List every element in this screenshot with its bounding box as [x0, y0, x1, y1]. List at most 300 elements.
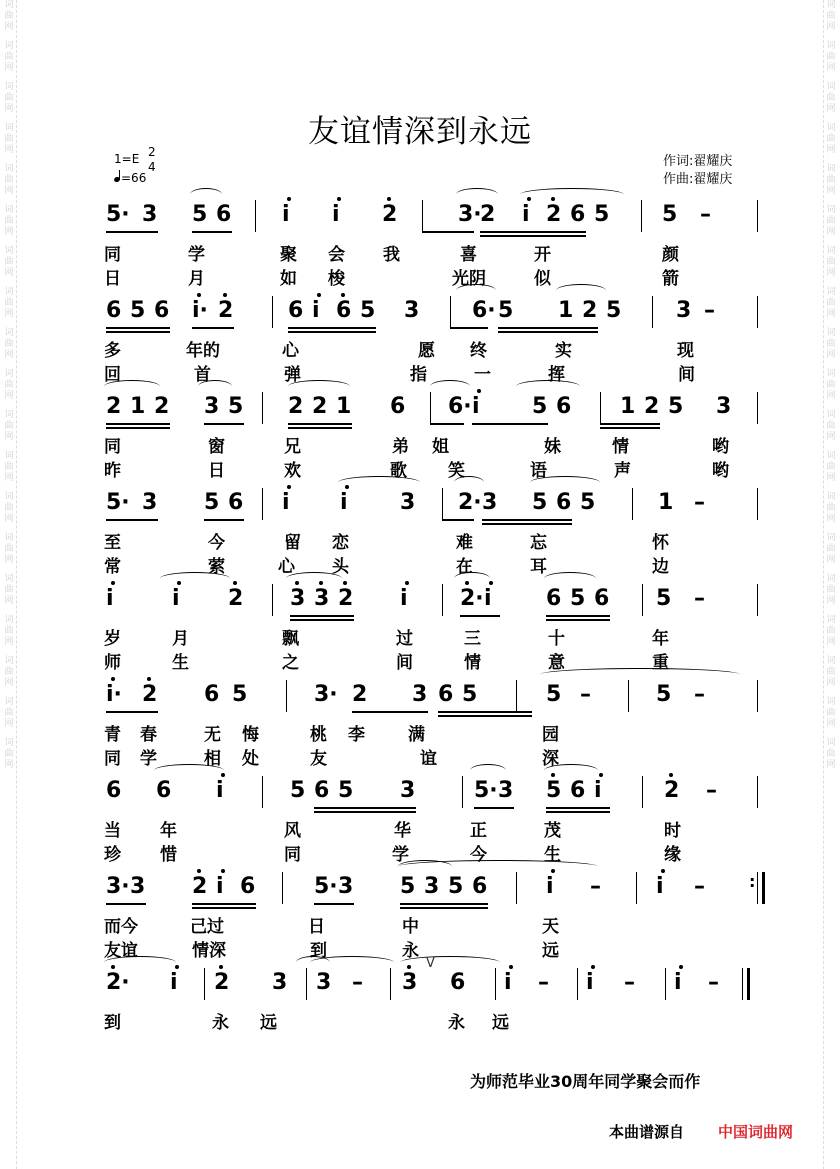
lyric-verse-1: 无 [204, 725, 221, 745]
lyric-verse-2: 首 [194, 365, 211, 385]
beam-underline [106, 331, 170, 333]
watermark-char: 曲 [826, 544, 836, 554]
watermark-char: 网 [4, 432, 14, 442]
lyric-verse-2: 相 [204, 749, 221, 769]
bar-line [636, 872, 637, 904]
watermark-char: 词 [4, 0, 14, 10]
bar-line [262, 392, 263, 424]
lyric-verse-2: 生 [544, 845, 561, 865]
lyric-verse-1: 心 [282, 341, 299, 361]
note: 1 [558, 298, 574, 323]
bar-line [262, 488, 263, 520]
lyric-verse-1: 悔 [242, 725, 259, 745]
watermark-char: 网 [4, 22, 14, 32]
note: 6· [472, 298, 496, 323]
note: 6 [570, 202, 586, 227]
watermark-char: 词 [4, 697, 14, 707]
lyric-verse-1: 实 [555, 341, 572, 361]
slur-arc [154, 764, 224, 777]
tempo-value: =66 [121, 171, 147, 185]
bar-line [577, 968, 578, 1000]
octave-dot [233, 581, 237, 585]
watermark-char: 网 [4, 719, 14, 729]
watermark-char: 曲 [4, 544, 14, 554]
watermark-char: 网 [4, 596, 14, 606]
sustain-dash: – [352, 970, 363, 995]
note: 6 [450, 970, 466, 995]
lyric-verse-1: 难 [456, 533, 473, 553]
bar-line [600, 392, 601, 424]
watermark-char: 词 [826, 82, 836, 92]
lyric-verse-2: 间 [678, 365, 695, 385]
repeat-bar-line [757, 872, 758, 904]
watermark-char: 曲 [826, 585, 836, 595]
lyric-verse-2: 萦 [208, 557, 225, 577]
note: 6 [390, 394, 406, 419]
watermark-char: 词 [4, 656, 14, 666]
slur-arc [540, 668, 740, 681]
beam-underline [546, 615, 610, 617]
lyric-verse-2: 珍 [104, 845, 121, 865]
note: i [522, 202, 530, 227]
beam-underline [106, 231, 158, 233]
beam-underline [192, 907, 256, 909]
lyric-verse-2: 指 [410, 365, 427, 385]
note: 5 [656, 586, 672, 611]
note: i [332, 202, 340, 227]
lyric-verse-1: 中 [402, 917, 419, 937]
lyric-verse-1: 满 [408, 725, 425, 745]
sustain-dash: – [538, 970, 549, 995]
time-signature-denominator: 4 [148, 160, 156, 174]
note: 2 [192, 874, 208, 899]
lyric-verse-2: 情深 [192, 941, 226, 961]
beam-underline [480, 231, 586, 233]
note: 2· [460, 586, 484, 611]
lyric-verse-2: 师 [104, 653, 121, 673]
watermark-char: 网 [826, 719, 836, 729]
note: i· [106, 682, 122, 707]
watermark-char: 词 [4, 492, 14, 502]
note: 3 [716, 394, 732, 419]
note: 5 [204, 490, 220, 515]
note: 5 [570, 586, 586, 611]
watermark-char: 曲 [4, 52, 14, 62]
note: 2 [312, 394, 328, 419]
lyric-verse-2: 挥 [548, 365, 565, 385]
lyric-verse-1: 远 [260, 1013, 277, 1033]
bar-line [430, 392, 431, 424]
note: 6 [204, 682, 220, 707]
bar-line [442, 584, 443, 616]
lyric-verse-2: 同 [104, 749, 121, 769]
score-row [100, 200, 770, 300]
note: i· [192, 298, 208, 323]
credits [663, 153, 732, 189]
note: 3· [106, 874, 130, 899]
sustain-dash: – [694, 490, 705, 515]
lyric-verse-2: 如 [280, 269, 297, 289]
left-watermark-strip [2, 0, 17, 1169]
beam-underline [600, 423, 660, 425]
octave-dot [223, 293, 227, 297]
watermark-char: 词 [4, 451, 14, 461]
quarter-note-icon [113, 170, 121, 182]
note: 5 [400, 874, 416, 899]
sustain-dash: – [580, 682, 591, 707]
composer-credit: 作曲:翟耀庆 [663, 172, 733, 187]
lyric-verse-1: 李 [348, 725, 365, 745]
watermark-char: 词 [826, 656, 836, 666]
note: 5· [474, 778, 498, 803]
octave-dot [111, 581, 115, 585]
lyric-verse-2: 谊 [420, 749, 437, 769]
sustain-dash: – [708, 970, 719, 995]
watermark-char: 曲 [4, 421, 14, 431]
sustain-dash: – [694, 682, 705, 707]
lyric-verse-1: 飘 [282, 629, 299, 649]
watermark-char: 网 [826, 227, 836, 237]
watermark-char: 曲 [826, 626, 836, 636]
lyric-verse-2: 耳 [530, 557, 547, 577]
watermark-char: 曲 [826, 462, 836, 472]
watermark-char: 曲 [826, 175, 836, 185]
octave-dot [509, 965, 513, 969]
beam-underline [106, 423, 170, 425]
note: 2 [214, 970, 230, 995]
watermark-char: 曲 [4, 667, 14, 677]
lyric-verse-1: 兄 [284, 437, 301, 457]
octave-dot [591, 965, 595, 969]
lyric-verse-2: 昨 [104, 461, 121, 481]
beam-underline [438, 715, 532, 717]
note: 3 [498, 778, 514, 803]
note: i [282, 202, 290, 227]
beam-underline [192, 327, 234, 329]
note: i [594, 778, 602, 803]
lyric-verse-2: 情 [464, 653, 481, 673]
lyricist-credit: 作词:翟耀庆 [663, 154, 733, 169]
slur-arc [516, 380, 580, 393]
lyric-verse-1: 远 [492, 1013, 509, 1033]
slur-arc [160, 572, 230, 585]
lyric-verse-1: 同 [104, 437, 121, 457]
note: 5 [546, 778, 562, 803]
note: 1 [130, 394, 146, 419]
note: 2 [480, 202, 496, 227]
watermark-char: 词 [4, 615, 14, 625]
beam-underline [450, 327, 488, 329]
beam-underline [430, 423, 464, 425]
beam-underline [106, 711, 158, 713]
watermark-char: 词 [4, 123, 14, 133]
lyric-verse-1: 至 [104, 533, 121, 553]
note: 2 [352, 682, 368, 707]
lyric-verse-1: 岁 [104, 629, 121, 649]
bar-line [516, 680, 517, 712]
octave-dot [477, 389, 481, 393]
bar-line [757, 776, 758, 808]
watermark-char: 词 [826, 410, 836, 420]
bar-line [641, 200, 642, 232]
beam-underline [314, 903, 354, 905]
note: 6 [216, 202, 232, 227]
note: 5 [532, 394, 548, 419]
note: i [340, 490, 348, 515]
note: 5 [290, 778, 306, 803]
note: 2 [582, 298, 598, 323]
lyric-verse-1: 愿 [418, 341, 435, 361]
bar-line [390, 968, 391, 1000]
dedication-note: 为师范毕业30周年同学聚会而作 [470, 1072, 701, 1091]
bar-line [262, 776, 263, 808]
watermark-char: 词 [826, 451, 836, 461]
note: 6 [570, 778, 586, 803]
watermark-char: 网 [826, 637, 836, 647]
watermark-char: 词 [4, 246, 14, 256]
lyric-verse-1: 妹 [544, 437, 561, 457]
repeat-dots: : [749, 872, 756, 891]
note: 6 [314, 778, 330, 803]
note: 1 [336, 394, 352, 419]
watermark-char: 曲 [4, 749, 14, 759]
lyric-verse-1: 颜 [662, 245, 679, 265]
watermark-char: 网 [826, 145, 836, 155]
note: 2 [154, 394, 170, 419]
slur-arc [400, 956, 500, 969]
octave-dot [661, 869, 665, 873]
note: 3 [272, 970, 288, 995]
lyric-verse-2: 友 [310, 749, 327, 769]
note: 2 [382, 202, 398, 227]
slur-arc [104, 380, 160, 393]
sustain-dash: – [590, 874, 601, 899]
watermark-char: 曲 [4, 380, 14, 390]
watermark-char: 网 [826, 596, 836, 606]
lyric-verse-2: 歌 [390, 461, 407, 481]
watermark-char: 网 [4, 391, 14, 401]
note: 3 [338, 874, 354, 899]
breath-mark-icon: V [426, 956, 435, 971]
note: 6 [156, 778, 172, 803]
note: 2· [458, 490, 482, 515]
lyric-verse-1: 同 [104, 245, 121, 265]
note: 1 [658, 490, 674, 515]
lyric-verse-1: 时 [664, 821, 681, 841]
watermark-char: 曲 [826, 93, 836, 103]
lyric-verse-2: 意 [548, 653, 565, 673]
beam-underline [400, 903, 488, 905]
bar-line [757, 296, 758, 328]
sustain-dash: – [700, 202, 711, 227]
slur-arc [520, 188, 624, 201]
watermark-char: 曲 [4, 462, 14, 472]
note: 2 [142, 682, 158, 707]
beam-underline [546, 619, 610, 621]
watermark-char: 词 [4, 205, 14, 215]
lyric-verse-1: 今 [208, 533, 225, 553]
beam-underline [106, 519, 158, 521]
watermark-char: 词 [4, 82, 14, 92]
lyric-verse-2: 远 [542, 941, 559, 961]
lyric-verse-1: 年的 [186, 341, 220, 361]
watermark-char: 网 [4, 760, 14, 770]
watermark-char: 网 [826, 555, 836, 565]
final-bar-thick [747, 968, 750, 1000]
bar-line [204, 968, 205, 1000]
watermark-char: 网 [826, 391, 836, 401]
watermark-char: 网 [826, 22, 836, 32]
octave-dot [197, 293, 201, 297]
beam-underline [438, 711, 532, 713]
watermark-char: 曲 [4, 134, 14, 144]
watermark-char: 曲 [826, 667, 836, 677]
bar-line [757, 200, 758, 232]
watermark-char: 网 [826, 309, 836, 319]
lyric-verse-1: 年 [160, 821, 177, 841]
lyric-verse-1: 日 [308, 917, 325, 937]
lyric-verse-1: 风 [284, 821, 301, 841]
lyric-verse-1: 青 [104, 725, 121, 745]
sustain-dash: – [624, 970, 635, 995]
beam-underline [422, 231, 474, 233]
lyric-verse-1: 学 [188, 245, 205, 265]
slur-arc [190, 188, 222, 201]
beam-underline [482, 523, 572, 525]
watermark-char: 曲 [4, 503, 14, 513]
lyric-verse-1: 当 [104, 821, 121, 841]
lyric-verse-1: 窗 [208, 437, 225, 457]
bar-line [286, 680, 287, 712]
lyric-verse-1: 留 [284, 533, 301, 553]
watermark-char: 词 [826, 205, 836, 215]
note: i [106, 586, 114, 611]
watermark-char: 曲 [826, 257, 836, 267]
beam-underline [288, 423, 352, 425]
lyric-verse-2: 梭 [328, 269, 345, 289]
note: 5 [662, 202, 678, 227]
note: 5 [532, 490, 548, 515]
note: 2 [218, 298, 234, 323]
lyric-verse-1: 哟 [712, 437, 729, 457]
note: i [674, 970, 682, 995]
note: i [216, 778, 224, 803]
note: i [656, 874, 664, 899]
lyric-verse-2: 学 [140, 749, 157, 769]
slur-arc [398, 860, 598, 873]
lyric-verse-1: 桃 [310, 725, 327, 745]
note: 3 [412, 682, 428, 707]
lyric-verse-2: 永 [402, 941, 419, 961]
beam-underline [288, 427, 352, 429]
watermark-char: 网 [826, 104, 836, 114]
bar-line [442, 488, 443, 520]
watermark-char: 网 [826, 678, 836, 688]
watermark-char: 词 [4, 410, 14, 420]
watermark-char: 曲 [4, 216, 14, 226]
slur-arc [430, 380, 470, 393]
note: 6 [336, 298, 352, 323]
beam-underline [498, 327, 598, 329]
note: 3 [400, 490, 416, 515]
lyric-verse-1: 弟 [392, 437, 409, 457]
note: 6 [556, 394, 572, 419]
bar-line [422, 200, 423, 232]
note: 5 [448, 874, 464, 899]
lyric-verse-1: 开 [534, 245, 551, 265]
note: 5 [462, 682, 478, 707]
beam-underline [472, 423, 548, 425]
octave-dot [679, 965, 683, 969]
beam-underline [288, 327, 376, 329]
slur-arc [454, 476, 484, 489]
watermark-char: 网 [4, 145, 14, 155]
note: 2 [288, 394, 304, 419]
watermark-char: 曲 [4, 626, 14, 636]
watermark-char: 曲 [826, 134, 836, 144]
slur-arc [104, 956, 176, 969]
note: 3 [316, 970, 332, 995]
bar-line [757, 680, 758, 712]
lyric-verse-2: 生 [172, 653, 189, 673]
bar-line [306, 968, 307, 1000]
bar-line [255, 200, 256, 232]
lyric-verse-1: 而今 [104, 917, 138, 937]
source-brand-link[interactable]: 中国词曲网 [718, 1123, 794, 1141]
watermark-char: 曲 [826, 708, 836, 718]
note: 3 [142, 490, 158, 515]
note: 5 [594, 202, 610, 227]
note: 6 [106, 298, 122, 323]
note: 5· [106, 202, 130, 227]
lyric-verse-1: 终 [470, 341, 487, 361]
note: i [586, 970, 594, 995]
bar-line [757, 488, 758, 520]
score-row [100, 392, 770, 492]
note: i [170, 970, 178, 995]
note: 6 [288, 298, 304, 323]
watermark-char: 曲 [826, 216, 836, 226]
slur-arc [198, 380, 232, 393]
slur-arc [454, 572, 490, 585]
watermark-char: 网 [826, 473, 836, 483]
lyric-verse-1: 我 [383, 245, 400, 265]
note: 3 [404, 298, 420, 323]
beam-underline [290, 619, 354, 621]
octave-dot [197, 869, 201, 873]
slur-arc [470, 764, 506, 777]
lyric-verse-2: 语 [530, 461, 547, 481]
bar-line [450, 296, 451, 328]
note: 6 [106, 778, 122, 803]
beam-underline [460, 615, 500, 617]
watermark-char: 曲 [826, 52, 836, 62]
note: 2 [644, 394, 660, 419]
key-signature: 1=E [114, 152, 140, 166]
lyric-verse-1: 十 [548, 629, 565, 649]
note: 6 [594, 586, 610, 611]
note: 5 [192, 202, 208, 227]
sustain-dash: – [704, 298, 715, 323]
lyric-verse-2: 箭 [662, 269, 679, 289]
bar-line [462, 776, 463, 808]
note: 6· [448, 394, 472, 419]
note: 3 [676, 298, 692, 323]
watermark-char: 曲 [4, 708, 14, 718]
slur-arc [530, 476, 600, 489]
lyric-verse-1: 姐 [432, 437, 449, 457]
lyric-verse-2: 心 [278, 557, 295, 577]
